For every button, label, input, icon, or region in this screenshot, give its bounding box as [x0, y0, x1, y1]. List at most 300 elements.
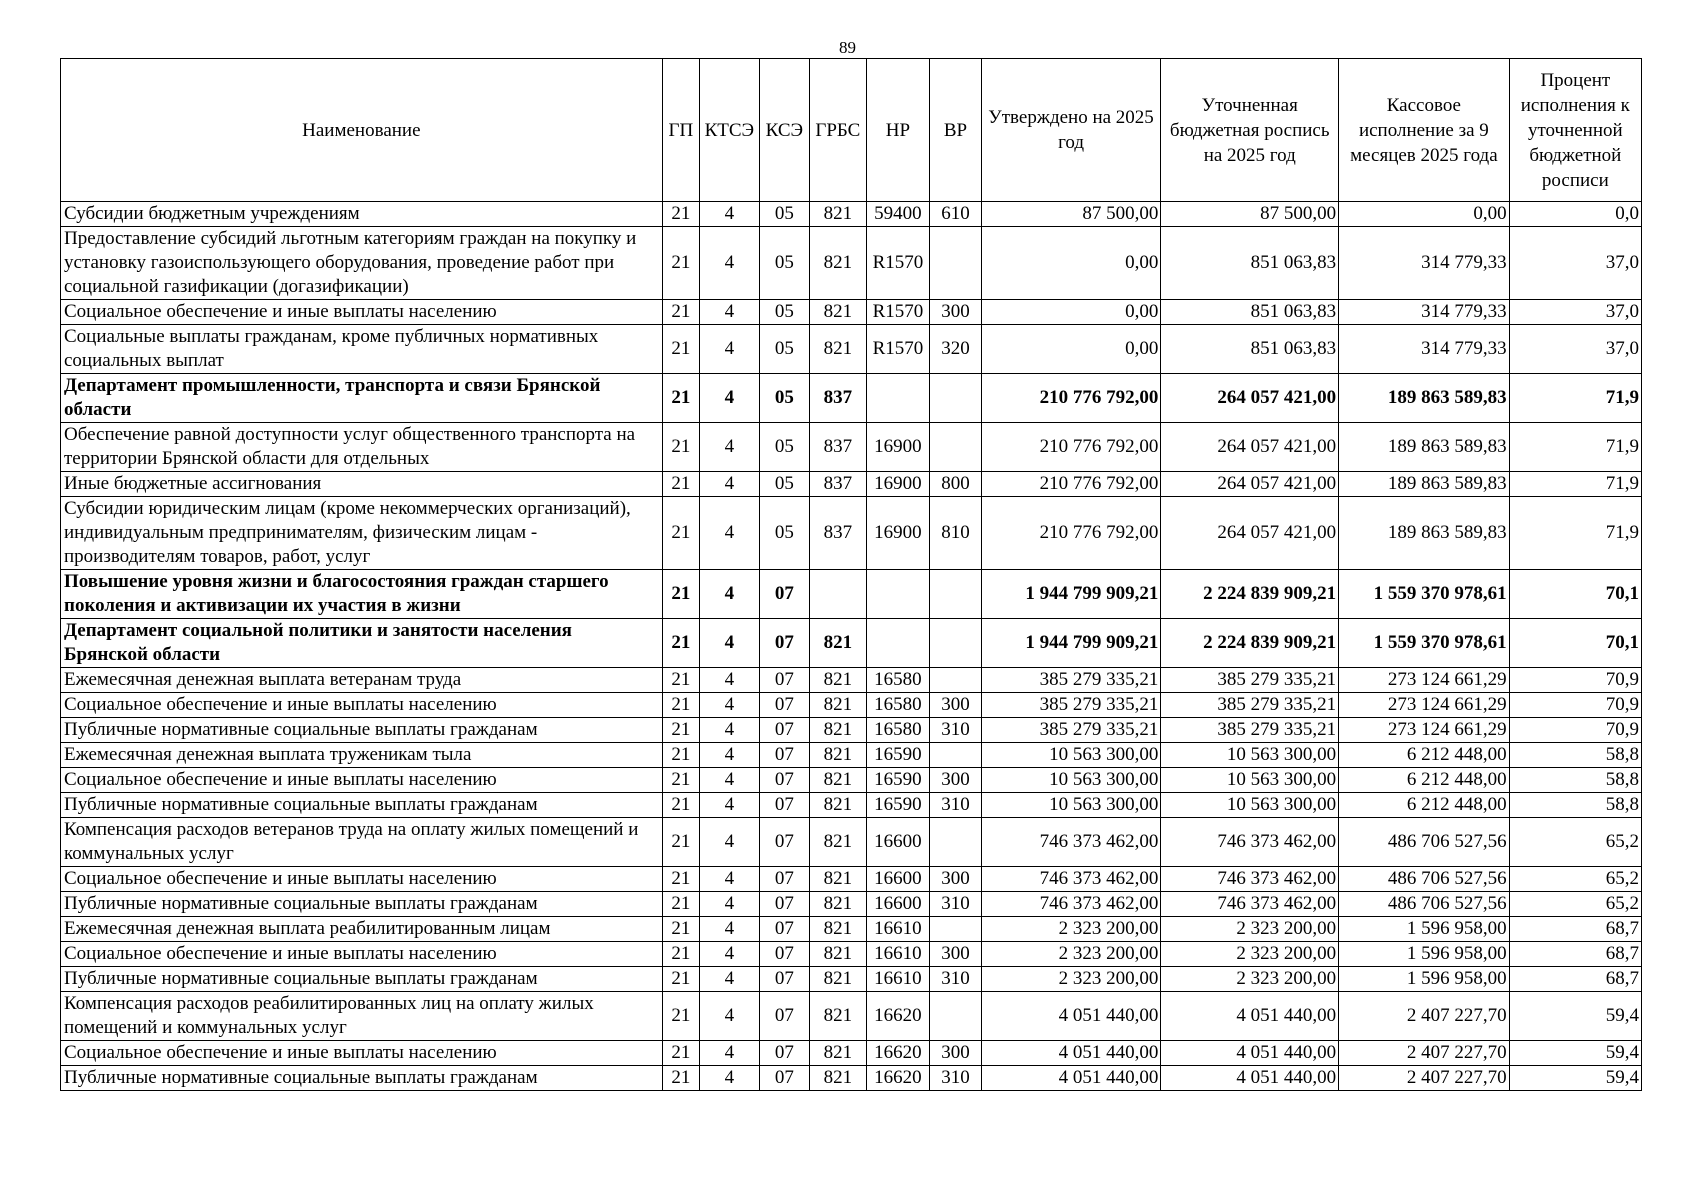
- cell-kse: 05: [759, 374, 809, 423]
- cell-gp: 21: [662, 992, 699, 1041]
- cell-kse: 07: [759, 917, 809, 942]
- cell-name: Социальное обеспечение и иные выплаты населению: [61, 867, 663, 892]
- cell-cash: 1 559 370 978,61: [1339, 619, 1510, 668]
- cell-refined: 2 224 839 909,21: [1161, 570, 1339, 619]
- cell-cash: 314 779,33: [1339, 325, 1510, 374]
- cell-ktse: 4: [700, 942, 760, 967]
- cell-approved: 385 279 335,21: [981, 668, 1161, 693]
- cell-ktse: 4: [700, 202, 760, 227]
- cell-nr: 16580: [866, 718, 930, 743]
- cell-nr: 16600: [866, 818, 930, 867]
- cell-gp: 21: [662, 497, 699, 570]
- cell-name: Субсидии бюджетным учреждениям: [61, 202, 663, 227]
- cell-percent: 59,4: [1509, 1066, 1641, 1091]
- cell-kse: 05: [759, 325, 809, 374]
- cell-nr: [866, 374, 930, 423]
- cell-vr: 300: [930, 693, 981, 718]
- cell-gp: 21: [662, 867, 699, 892]
- cell-approved: 0,00: [981, 300, 1161, 325]
- cell-vr: 610: [930, 202, 981, 227]
- table-row: [61, 227, 1642, 300]
- cell-refined: 4 051 440,00: [1161, 992, 1339, 1041]
- cell-grbs: 821: [810, 1066, 867, 1091]
- cell-approved: 4 051 440,00: [981, 992, 1161, 1041]
- cell-ktse: 4: [700, 300, 760, 325]
- cell-refined: 746 373 462,00: [1161, 818, 1339, 867]
- cell-ktse: 4: [700, 917, 760, 942]
- cell-refined: 264 057 421,00: [1161, 472, 1339, 497]
- cell-kse: 07: [759, 967, 809, 992]
- cell-refined: 385 279 335,21: [1161, 693, 1339, 718]
- cell-gp: 21: [662, 743, 699, 768]
- cell-vr: [930, 570, 981, 619]
- cell-ktse: 4: [700, 423, 760, 472]
- cell-nr: 16590: [866, 793, 930, 818]
- cell-refined: 2 323 200,00: [1161, 917, 1339, 942]
- cell-gp: 21: [662, 818, 699, 867]
- cell-name: Социальное обеспечение и иные выплаты населению: [61, 1041, 663, 1066]
- cell-refined: 4 051 440,00: [1161, 1041, 1339, 1066]
- cell-percent: 70,9: [1509, 668, 1641, 693]
- cell-percent: 0,0: [1509, 202, 1641, 227]
- cell-grbs: 821: [810, 619, 867, 668]
- cell-kse: 05: [759, 423, 809, 472]
- cell-name: Департамент социальной политики и занятости населения Брянской области: [61, 619, 663, 668]
- cell-gp: 21: [662, 472, 699, 497]
- cell-name: Повышение уровня жизни и благосостояния граждан старшего поколения и активизации их участия в жизни: [61, 570, 663, 619]
- cell-vr: [930, 227, 981, 300]
- table-row: [61, 743, 1642, 768]
- cell-name: Социальное обеспечение и иные выплаты населению: [61, 693, 663, 718]
- cell-percent: 71,9: [1509, 472, 1641, 497]
- cell-nr: 16590: [866, 743, 930, 768]
- cell-ktse: 4: [700, 668, 760, 693]
- col-header-percent: Процент исполнения к уточненной бюджетной росписи: [1509, 59, 1641, 202]
- cell-name: Публичные нормативные социальные выплаты гражданам: [61, 793, 663, 818]
- cell-grbs: 821: [810, 768, 867, 793]
- cell-grbs: 837: [810, 423, 867, 472]
- cell-kse: 07: [759, 743, 809, 768]
- cell-gp: 21: [662, 570, 699, 619]
- cell-nr: 16600: [866, 892, 930, 917]
- table-row: [61, 892, 1642, 917]
- cell-grbs: 821: [810, 818, 867, 867]
- cell-ktse: 4: [700, 619, 760, 668]
- cell-cash: 1 596 958,00: [1339, 967, 1510, 992]
- table-row: [61, 300, 1642, 325]
- cell-approved: 10 563 300,00: [981, 793, 1161, 818]
- cell-percent: 59,4: [1509, 1041, 1641, 1066]
- cell-refined: 746 373 462,00: [1161, 892, 1339, 917]
- cell-approved: 4 051 440,00: [981, 1066, 1161, 1091]
- cell-refined: 385 279 335,21: [1161, 668, 1339, 693]
- cell-nr: 16580: [866, 668, 930, 693]
- cell-vr: 310: [930, 718, 981, 743]
- cell-grbs: 821: [810, 718, 867, 743]
- cell-vr: 300: [930, 1041, 981, 1066]
- cell-cash: 2 407 227,70: [1339, 1066, 1510, 1091]
- cell-cash: 486 706 527,56: [1339, 867, 1510, 892]
- cell-percent: 71,9: [1509, 423, 1641, 472]
- cell-gp: 21: [662, 300, 699, 325]
- table-row: [61, 992, 1642, 1041]
- cell-vr: [930, 818, 981, 867]
- cell-grbs: 821: [810, 942, 867, 967]
- cell-approved: 385 279 335,21: [981, 718, 1161, 743]
- cell-name: Предоставление субсидий льготным категориям граждан на покупку и установку газоиспользующего оборудования, проведение работ при социальной газификации (догазификации): [61, 227, 663, 300]
- cell-nr: 16620: [866, 992, 930, 1041]
- cell-gp: 21: [662, 423, 699, 472]
- cell-name: Публичные нормативные социальные выплаты гражданам: [61, 718, 663, 743]
- cell-kse: 07: [759, 818, 809, 867]
- table-row: [61, 793, 1642, 818]
- cell-kse: 05: [759, 227, 809, 300]
- cell-percent: 68,7: [1509, 967, 1641, 992]
- cell-kse: 07: [759, 768, 809, 793]
- cell-name: Компенсация расходов реабилитированных лиц на оплату жилых помещений и коммунальных услуг: [61, 992, 663, 1041]
- cell-ktse: 4: [700, 693, 760, 718]
- cell-percent: 65,2: [1509, 892, 1641, 917]
- cell-cash: 486 706 527,56: [1339, 818, 1510, 867]
- cell-ktse: 4: [700, 472, 760, 497]
- cell-approved: 210 776 792,00: [981, 472, 1161, 497]
- cell-ktse: 4: [700, 967, 760, 992]
- cell-kse: 07: [759, 570, 809, 619]
- cell-name: Иные бюджетные ассигнования: [61, 472, 663, 497]
- cell-approved: 2 323 200,00: [981, 942, 1161, 967]
- cell-gp: 21: [662, 1066, 699, 1091]
- cell-cash: 189 863 589,83: [1339, 423, 1510, 472]
- cell-cash: 6 212 448,00: [1339, 793, 1510, 818]
- cell-gp: 21: [662, 227, 699, 300]
- cell-percent: 68,7: [1509, 917, 1641, 942]
- cell-kse: 07: [759, 693, 809, 718]
- cell-nr: R1570: [866, 325, 930, 374]
- cell-cash: 6 212 448,00: [1339, 743, 1510, 768]
- cell-refined: 4 051 440,00: [1161, 1066, 1339, 1091]
- cell-percent: 70,1: [1509, 619, 1641, 668]
- col-header-approved: Утверждено на 2025 год: [981, 59, 1161, 202]
- cell-approved: 210 776 792,00: [981, 374, 1161, 423]
- cell-vr: 300: [930, 942, 981, 967]
- cell-refined: 746 373 462,00: [1161, 867, 1339, 892]
- cell-percent: 70,1: [1509, 570, 1641, 619]
- cell-ktse: 4: [700, 818, 760, 867]
- cell-percent: 70,9: [1509, 718, 1641, 743]
- cell-ktse: 4: [700, 892, 760, 917]
- cell-grbs: 821: [810, 967, 867, 992]
- table-row: [61, 668, 1642, 693]
- cell-vr: 320: [930, 325, 981, 374]
- col-header-refined: Уточненная бюджетная роспись на 2025 год: [1161, 59, 1339, 202]
- cell-cash: 273 124 661,29: [1339, 668, 1510, 693]
- cell-approved: 746 373 462,00: [981, 867, 1161, 892]
- table-row: [61, 693, 1642, 718]
- cell-name: Социальное обеспечение и иные выплаты населению: [61, 942, 663, 967]
- cell-kse: 07: [759, 619, 809, 668]
- cell-grbs: 821: [810, 325, 867, 374]
- cell-nr: 16610: [866, 942, 930, 967]
- cell-gp: 21: [662, 668, 699, 693]
- cell-cash: 189 863 589,83: [1339, 497, 1510, 570]
- cell-gp: 21: [662, 942, 699, 967]
- table-header-row: [61, 59, 1642, 202]
- cell-percent: 58,8: [1509, 743, 1641, 768]
- cell-nr: 16600: [866, 867, 930, 892]
- cell-percent: 58,8: [1509, 793, 1641, 818]
- cell-cash: 189 863 589,83: [1339, 374, 1510, 423]
- table-row: [61, 967, 1642, 992]
- cell-gp: 21: [662, 619, 699, 668]
- cell-name: Ежемесячная денежная выплата труженикам тыла: [61, 743, 663, 768]
- cell-ktse: 4: [700, 992, 760, 1041]
- cell-ktse: 4: [700, 743, 760, 768]
- cell-cash: 6 212 448,00: [1339, 768, 1510, 793]
- cell-grbs: 837: [810, 374, 867, 423]
- table-row: [61, 1041, 1642, 1066]
- cell-ktse: 4: [700, 768, 760, 793]
- cell-grbs: 821: [810, 892, 867, 917]
- cell-grbs: 821: [810, 202, 867, 227]
- cell-approved: 4 051 440,00: [981, 1041, 1161, 1066]
- cell-vr: 310: [930, 793, 981, 818]
- cell-percent: 58,8: [1509, 768, 1641, 793]
- table-row: [61, 1066, 1642, 1091]
- table-body: [61, 202, 1642, 1091]
- cell-ktse: 4: [700, 1041, 760, 1066]
- cell-nr: 16610: [866, 967, 930, 992]
- cell-nr: 16620: [866, 1041, 930, 1066]
- cell-kse: 07: [759, 668, 809, 693]
- cell-ktse: 4: [700, 497, 760, 570]
- cell-vr: 300: [930, 768, 981, 793]
- cell-grbs: 821: [810, 1041, 867, 1066]
- col-header-cash: Кассовое исполнение за 9 месяцев 2025 года: [1339, 59, 1510, 202]
- cell-cash: 1 559 370 978,61: [1339, 570, 1510, 619]
- cell-cash: 189 863 589,83: [1339, 472, 1510, 497]
- cell-nr: 16900: [866, 472, 930, 497]
- cell-vr: 810: [930, 497, 981, 570]
- cell-gp: 21: [662, 718, 699, 743]
- cell-refined: 851 063,83: [1161, 227, 1339, 300]
- cell-percent: 37,0: [1509, 300, 1641, 325]
- cell-refined: 851 063,83: [1161, 300, 1339, 325]
- cell-nr: [866, 570, 930, 619]
- cell-grbs: 821: [810, 917, 867, 942]
- cell-percent: 70,9: [1509, 693, 1641, 718]
- table-row: [61, 374, 1642, 423]
- table-row: [61, 570, 1642, 619]
- cell-percent: 65,2: [1509, 818, 1641, 867]
- cell-ktse: 4: [700, 570, 760, 619]
- cell-grbs: 837: [810, 472, 867, 497]
- cell-refined: 264 057 421,00: [1161, 423, 1339, 472]
- cell-name: Департамент промышленности, транспорта и связи Брянской области: [61, 374, 663, 423]
- col-header-gp: ГП: [662, 59, 699, 202]
- cell-name: Ежемесячная денежная выплата ветеранам труда: [61, 668, 663, 693]
- cell-name: Социальное обеспечение и иные выплаты населению: [61, 300, 663, 325]
- cell-refined: 10 563 300,00: [1161, 743, 1339, 768]
- cell-cash: 273 124 661,29: [1339, 718, 1510, 743]
- cell-gp: 21: [662, 793, 699, 818]
- cell-kse: 07: [759, 867, 809, 892]
- cell-grbs: 821: [810, 743, 867, 768]
- cell-vr: 310: [930, 967, 981, 992]
- table-row: [61, 942, 1642, 967]
- table-row: [61, 917, 1642, 942]
- budget-table: [60, 58, 1642, 1091]
- cell-ktse: 4: [700, 793, 760, 818]
- cell-vr: [930, 374, 981, 423]
- cell-gp: 21: [662, 325, 699, 374]
- cell-cash: 1 596 958,00: [1339, 942, 1510, 967]
- cell-name: Обеспечение равной доступности услуг общественного транспорта на территории Брянской области для отдельных: [61, 423, 663, 472]
- cell-kse: 07: [759, 1041, 809, 1066]
- cell-nr: 16900: [866, 497, 930, 570]
- table-row: [61, 472, 1642, 497]
- cell-approved: 385 279 335,21: [981, 693, 1161, 718]
- cell-approved: 746 373 462,00: [981, 892, 1161, 917]
- cell-refined: 264 057 421,00: [1161, 374, 1339, 423]
- cell-refined: 385 279 335,21: [1161, 718, 1339, 743]
- cell-refined: 264 057 421,00: [1161, 497, 1339, 570]
- cell-kse: 05: [759, 472, 809, 497]
- cell-cash: 0,00: [1339, 202, 1510, 227]
- cell-cash: 2 407 227,70: [1339, 1041, 1510, 1066]
- cell-nr: 16590: [866, 768, 930, 793]
- cell-approved: 1 944 799 909,21: [981, 570, 1161, 619]
- cell-vr: [930, 992, 981, 1041]
- table-row: [61, 202, 1642, 227]
- cell-name: Публичные нормативные социальные выплаты гражданам: [61, 967, 663, 992]
- col-header-vr: ВР: [930, 59, 981, 202]
- cell-ktse: 4: [700, 374, 760, 423]
- table-row: [61, 718, 1642, 743]
- cell-cash: 314 779,33: [1339, 300, 1510, 325]
- col-header-ktse: КТСЭ: [700, 59, 760, 202]
- cell-ktse: 4: [700, 227, 760, 300]
- cell-nr: 16900: [866, 423, 930, 472]
- cell-refined: 2 323 200,00: [1161, 967, 1339, 992]
- cell-cash: 486 706 527,56: [1339, 892, 1510, 917]
- cell-grbs: 821: [810, 992, 867, 1041]
- cell-percent: 37,0: [1509, 325, 1641, 374]
- cell-refined: 2 323 200,00: [1161, 942, 1339, 967]
- cell-refined: 851 063,83: [1161, 325, 1339, 374]
- cell-grbs: [810, 570, 867, 619]
- cell-kse: 05: [759, 300, 809, 325]
- cell-grbs: 821: [810, 668, 867, 693]
- cell-refined: 87 500,00: [1161, 202, 1339, 227]
- cell-vr: [930, 743, 981, 768]
- cell-grbs: 821: [810, 227, 867, 300]
- cell-vr: [930, 619, 981, 668]
- cell-grbs: 821: [810, 867, 867, 892]
- cell-cash: 314 779,33: [1339, 227, 1510, 300]
- cell-ktse: 4: [700, 867, 760, 892]
- cell-gp: 21: [662, 202, 699, 227]
- cell-vr: 300: [930, 867, 981, 892]
- cell-approved: 2 323 200,00: [981, 917, 1161, 942]
- cell-vr: [930, 917, 981, 942]
- table-row: [61, 325, 1642, 374]
- cell-gp: 21: [662, 693, 699, 718]
- cell-vr: 300: [930, 300, 981, 325]
- cell-approved: 0,00: [981, 325, 1161, 374]
- cell-percent: 37,0: [1509, 227, 1641, 300]
- cell-approved: 2 323 200,00: [981, 967, 1161, 992]
- cell-refined: 10 563 300,00: [1161, 793, 1339, 818]
- cell-gp: 21: [662, 1041, 699, 1066]
- cell-percent: 68,7: [1509, 942, 1641, 967]
- cell-gp: 21: [662, 374, 699, 423]
- cell-percent: 59,4: [1509, 992, 1641, 1041]
- col-header-nr: НР: [866, 59, 930, 202]
- cell-kse: 07: [759, 718, 809, 743]
- cell-cash: 2 407 227,70: [1339, 992, 1510, 1041]
- cell-grbs: 821: [810, 300, 867, 325]
- cell-vr: 310: [930, 892, 981, 917]
- col-header-kse: КСЭ: [759, 59, 809, 202]
- cell-percent: 65,2: [1509, 867, 1641, 892]
- cell-name: Компенсация расходов ветеранов труда на оплату жилых помещений и коммунальных услуг: [61, 818, 663, 867]
- cell-vr: [930, 668, 981, 693]
- cell-ktse: 4: [700, 325, 760, 374]
- cell-vr: [930, 423, 981, 472]
- page-number: 89: [839, 38, 856, 57]
- cell-nr: 16610: [866, 917, 930, 942]
- cell-nr: 59400: [866, 202, 930, 227]
- cell-approved: 10 563 300,00: [981, 768, 1161, 793]
- table-row: [61, 619, 1642, 668]
- cell-approved: 210 776 792,00: [981, 423, 1161, 472]
- cell-approved: 1 944 799 909,21: [981, 619, 1161, 668]
- cell-name: Ежемесячная денежная выплата реабилитированным лицам: [61, 917, 663, 942]
- cell-refined: 10 563 300,00: [1161, 768, 1339, 793]
- cell-kse: 07: [759, 892, 809, 917]
- cell-ktse: 4: [700, 718, 760, 743]
- col-header-name: Наименование: [61, 59, 663, 202]
- cell-vr: 310: [930, 1066, 981, 1091]
- cell-refined: 2 224 839 909,21: [1161, 619, 1339, 668]
- cell-gp: 21: [662, 892, 699, 917]
- cell-nr: 16620: [866, 1066, 930, 1091]
- cell-cash: 273 124 661,29: [1339, 693, 1510, 718]
- cell-approved: 0,00: [981, 227, 1161, 300]
- cell-nr: [866, 619, 930, 668]
- table-row: [61, 423, 1642, 472]
- cell-kse: 05: [759, 202, 809, 227]
- cell-name: Публичные нормативные социальные выплаты гражданам: [61, 892, 663, 917]
- cell-nr: R1570: [866, 300, 930, 325]
- cell-grbs: 821: [810, 793, 867, 818]
- cell-kse: 07: [759, 992, 809, 1041]
- cell-percent: 71,9: [1509, 374, 1641, 423]
- cell-kse: 05: [759, 497, 809, 570]
- cell-gp: 21: [662, 917, 699, 942]
- table-row: [61, 818, 1642, 867]
- cell-name: Социальное обеспечение и иные выплаты населению: [61, 768, 663, 793]
- cell-gp: 21: [662, 768, 699, 793]
- cell-gp: 21: [662, 967, 699, 992]
- cell-nr: 16580: [866, 693, 930, 718]
- cell-approved: 10 563 300,00: [981, 743, 1161, 768]
- cell-approved: 87 500,00: [981, 202, 1161, 227]
- cell-kse: 07: [759, 942, 809, 967]
- cell-grbs: 837: [810, 497, 867, 570]
- cell-ktse: 4: [700, 1066, 760, 1091]
- cell-kse: 07: [759, 1066, 809, 1091]
